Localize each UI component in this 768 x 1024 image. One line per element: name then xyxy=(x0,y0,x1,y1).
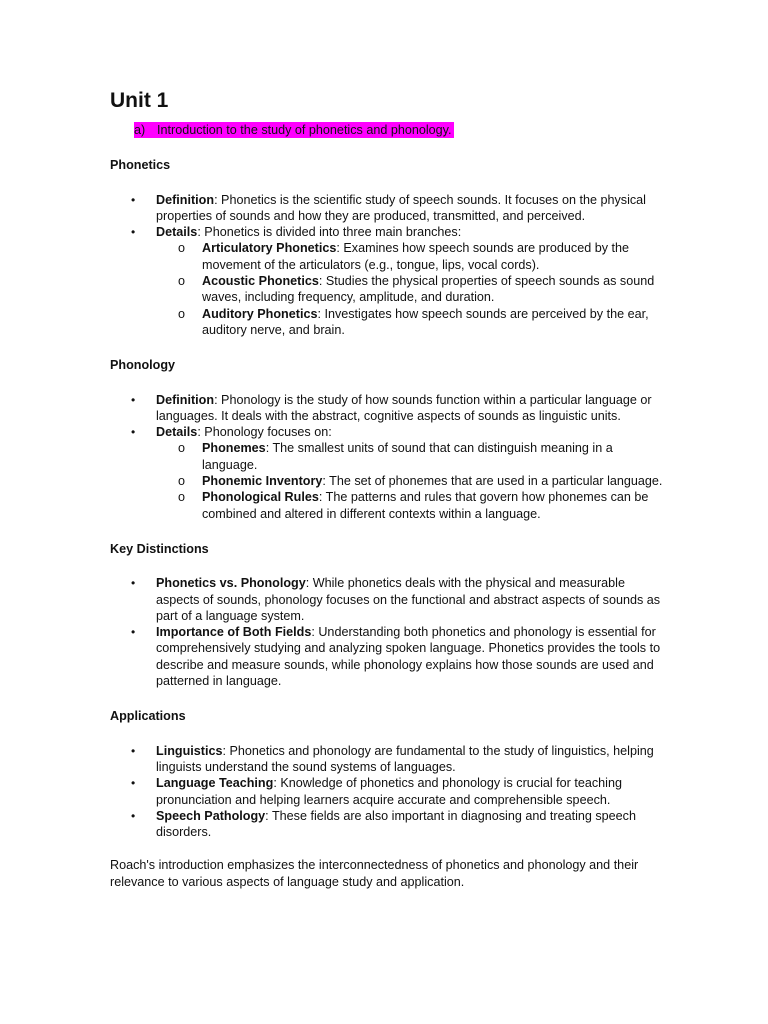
sections-container xyxy=(110,157,670,840)
circle-bullet-icon: o xyxy=(178,474,186,489)
circle-bullet-icon: o xyxy=(178,441,186,456)
section-heading: Key Distinctions xyxy=(110,541,209,556)
list-item-text: : Phonology is the study of how sounds function within a particular language or languages. It deals with the abstract, cognitive aspects of sounds as linguistic units. xyxy=(156,392,652,423)
bullet-icon: • xyxy=(131,192,136,207)
sub-list-item xyxy=(156,440,670,473)
sub-list-item-term: Acoustic Phonetics xyxy=(202,274,319,289)
list-item xyxy=(110,775,670,808)
section-heading: Applications xyxy=(110,709,186,724)
list-item-term: Details xyxy=(156,225,198,240)
list-item-term: Definition xyxy=(156,192,215,207)
sub-list-item-term: Articulatory Phonetics xyxy=(202,241,337,256)
sub-list-item xyxy=(156,489,670,522)
sub-list-item-text: : Studies the physical properties of speech sounds as sound waves, including frequency, amplitude, and duration. xyxy=(202,274,655,305)
list-item-text: : Phonetics is the scientific study of speech sounds. It focuses on the physical properties of sounds and how they are produced, transmitted, and perceived. xyxy=(156,192,646,223)
sub-bullet-list xyxy=(156,240,670,338)
circle-bullet-icon: o xyxy=(178,306,186,321)
list-item-text: : Phonetics and phonology are fundamental to the study of linguistics, helping linguists understand the sound systems of languages. xyxy=(156,743,654,774)
sub-list-item-text: : Investigates how speech sounds are perceived by the ear, auditory nerve, and brain. xyxy=(202,306,649,337)
bullet-icon: • xyxy=(131,225,136,240)
list-item-term: Speech Pathology xyxy=(156,808,266,823)
list-item-term: Linguistics xyxy=(156,743,223,758)
list-item-text: : Phonology focuses on: xyxy=(197,425,332,440)
subheading xyxy=(134,122,670,138)
bullet-icon: • xyxy=(131,776,136,791)
bullet-list xyxy=(110,743,670,841)
sub-list-item xyxy=(156,273,670,306)
list-item-term: Details xyxy=(156,425,198,440)
list-item-term: Phonetics vs. Phonology xyxy=(156,576,306,591)
list-item-term: Language Teaching xyxy=(156,776,274,791)
bullet-icon: • xyxy=(131,425,136,440)
bullet-list xyxy=(110,192,670,339)
sub-list-item xyxy=(156,240,670,273)
list-item-term: Importance of Both Fields xyxy=(156,625,312,640)
sub-list-item-text: : Examines how speech sounds are produced by the movement of the articulators (e.g., tongue, lips, vocal cords). xyxy=(202,241,630,272)
bullet-list xyxy=(110,392,670,522)
section-heading: Phonology xyxy=(110,358,176,373)
list-item-text: : Understanding both phonetics and phonology is essential for comprehensively studying and analyzing spoken language. Phonetics provides the tools to describe and measure sounds, while phonology explains how those sounds are used and patterned in language. xyxy=(156,625,661,689)
list-marker: a) xyxy=(134,123,146,137)
page-title: Unit 1 xyxy=(110,89,169,112)
bullet-list xyxy=(110,575,670,689)
bullet-icon: • xyxy=(131,808,136,823)
list-item xyxy=(110,224,670,338)
sub-list-item-term: Phonological Rules xyxy=(202,490,319,505)
subheading-text: Introduction to the study of phonetics and phonology. xyxy=(157,123,452,137)
list-item-text: : These fields are also important in diagnosing and treating speech disorders. xyxy=(156,808,636,840)
list-item xyxy=(110,743,670,776)
list-item-text: : Phonetics is divided into three main branches: xyxy=(197,225,462,240)
list-item xyxy=(110,575,670,624)
closing-paragraph: Roach's introduction emphasizes the interconnectedness of phonetics and phonology and their relevance to various aspects of language study and application. xyxy=(110,858,639,889)
bullet-icon: • xyxy=(131,625,136,640)
circle-bullet-icon: o xyxy=(178,490,186,505)
list-item xyxy=(110,808,670,841)
sub-list-item-term: Phonemic Inventory xyxy=(202,474,323,489)
sub-list-item-text: : The smallest units of sound that can distinguish meaning in a language. xyxy=(202,441,613,472)
bullet-icon: • xyxy=(131,743,136,758)
list-item-term: Definition xyxy=(156,392,215,407)
sub-list-item-term: Auditory Phonetics xyxy=(202,306,318,321)
list-item xyxy=(110,392,670,425)
sub-list-item xyxy=(156,306,670,339)
bullet-icon: • xyxy=(131,576,136,591)
highlighted-subheading xyxy=(134,122,454,138)
sub-list-item-text: : The set of phonemes that are used in a particular language. xyxy=(322,474,663,489)
sub-list-item-text: : The patterns and rules that govern how phonemes can be combined and altered in different contexts within a language. xyxy=(202,490,649,521)
list-item xyxy=(110,192,670,225)
section-heading: Phonetics xyxy=(110,158,171,173)
sub-bullet-list xyxy=(156,440,670,521)
document-page xyxy=(110,88,670,903)
bullet-icon: • xyxy=(131,392,136,407)
list-item xyxy=(110,424,670,522)
list-item xyxy=(110,624,670,689)
circle-bullet-icon: o xyxy=(178,241,186,256)
sub-list-item xyxy=(156,473,670,489)
circle-bullet-icon: o xyxy=(178,274,186,289)
sub-list-item-term: Phonemes xyxy=(202,441,266,456)
list-item-text: : While phonetics deals with the physical and measurable aspects of sounds, phonology focuses on the functional and abstract aspects of sounds as part of a language system. xyxy=(156,576,661,623)
list-item-text: : Knowledge of phonetics and phonology is crucial for teaching pronunciation and helping learners acquire accurate and comprehensible speech. xyxy=(156,776,622,807)
